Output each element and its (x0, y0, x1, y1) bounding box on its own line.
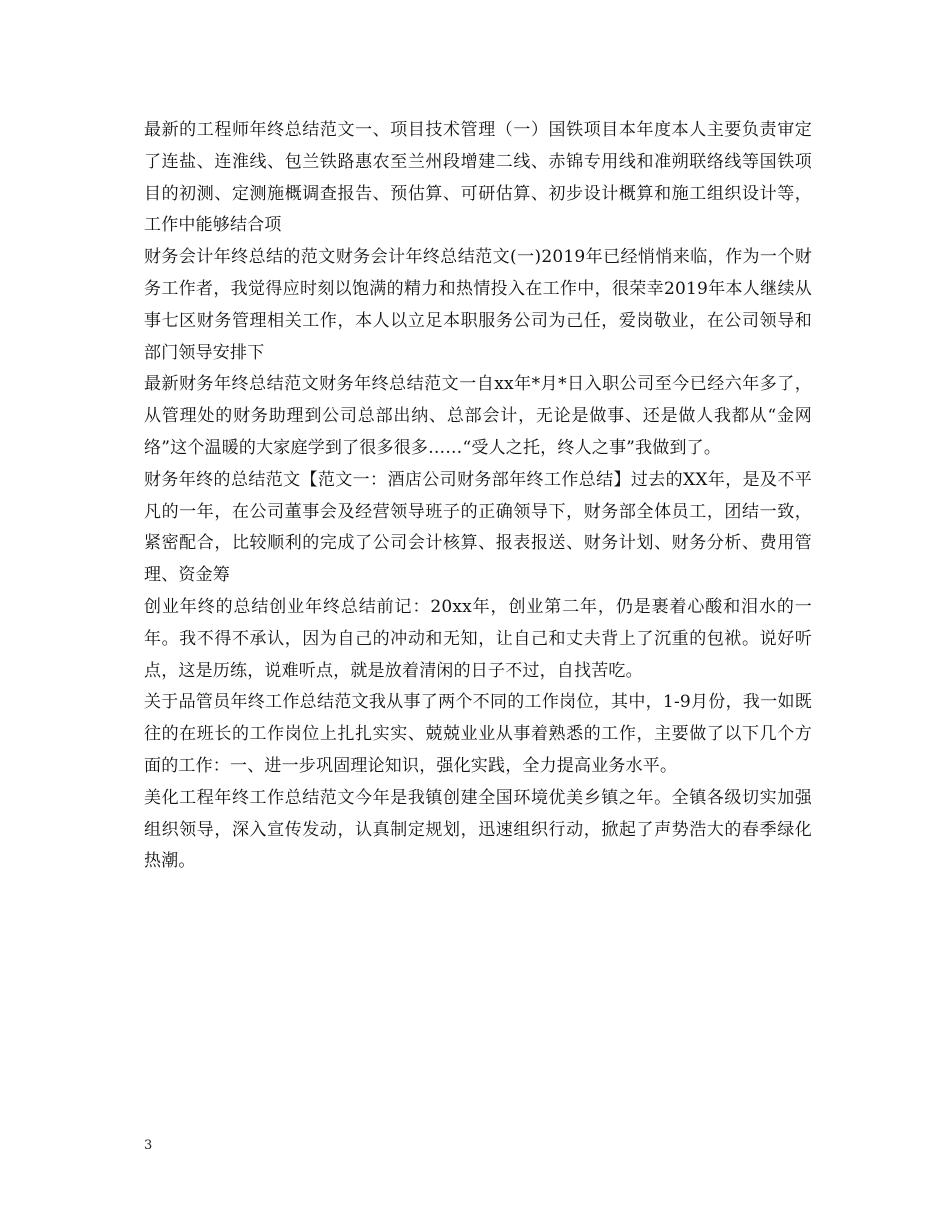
paragraph-greening-summary: 美化工程年终工作总结范文今年是我镇创建全国环境优美乡镇之年。全镇各级切实加强组织领导，深入宣传发动，认真制定规划，迅速组织行动，掀起了声势浩大的春季绿化热潮。 (144, 787, 812, 872)
paragraph-finance-summary: 最新财务年终总结范文财务年终总结范文一自xx年*月*日入职公司至今已经六年多了，从管理处的财务助理到公司总部出纳、总部会计，无论是做事、还是做人我都从“金网络”这个温暖的大家庭学到了很多很多……“受人之托，终人之事”我做到了。 (144, 374, 812, 458)
paragraph-engineer-summary: 最新的工程师年终总结范文一、项目技术管理（一）国铁项目本年度本人主要负责审定了连盐、连淮线、包兰铁路惠农至兰州段增建二线、赤锦专用线和准朔联络线等国铁项目的初测、定测施概调查报告、预估算、可研估算、初步设计概算和施工组织设计等，工作中能够结合项 (144, 120, 812, 236)
document-body (144, 115, 812, 878)
paragraph-accounting-summary: 财务会计年终总结的范文财务会计年终总结范文(一)2019年已经悄悄来临，作为一个财务工作者，我觉得应时刻以饱满的精力和热情投入在工作中，很荣幸2019年本人继续从事七区财务管理相关工作，本人以立足本职服务公司为己任，爱岗敬业，在公司领导和部门领导安排下 (144, 247, 812, 363)
paragraph-hotel-finance-summary: 财务年终的总结范文【范文一：酒店公司财务部年终工作总结】过去的XX年，是及不平凡的一年，在公司董事会及经营领导班子的正确领导下，财务部全体员工，团结一致，紧密配合，比较顺利的完成了公司会计核算、报表报送、财务计划、财务分析、费用管理、资金筹 (144, 469, 812, 586)
page-number: 3 (144, 1138, 153, 1153)
paragraph-quality-inspector-summary: 关于品管员年终工作总结范文我从事了两个不同的工作岗位，其中，1-9月份，我一如既往的在班长的工作岗位上扎扎实实、兢兢业业从事着熟悉的工作，主要做了以下几个方面的工作：一、进一步巩固理论知识，强化实践，全力提高业务水平。 (144, 692, 812, 776)
paragraph-startup-summary: 创业年终的总结创业年终总结前记：20xx年，创业第二年，仍是裹着心酸和泪水的一年。我不得不承认，因为自己的冲动和无知，让自己和丈夫背上了沉重的包袱。说好听点，这是历练，说难听点，就是放着清闲的日子不过，自找苦吃。 (144, 596, 812, 681)
